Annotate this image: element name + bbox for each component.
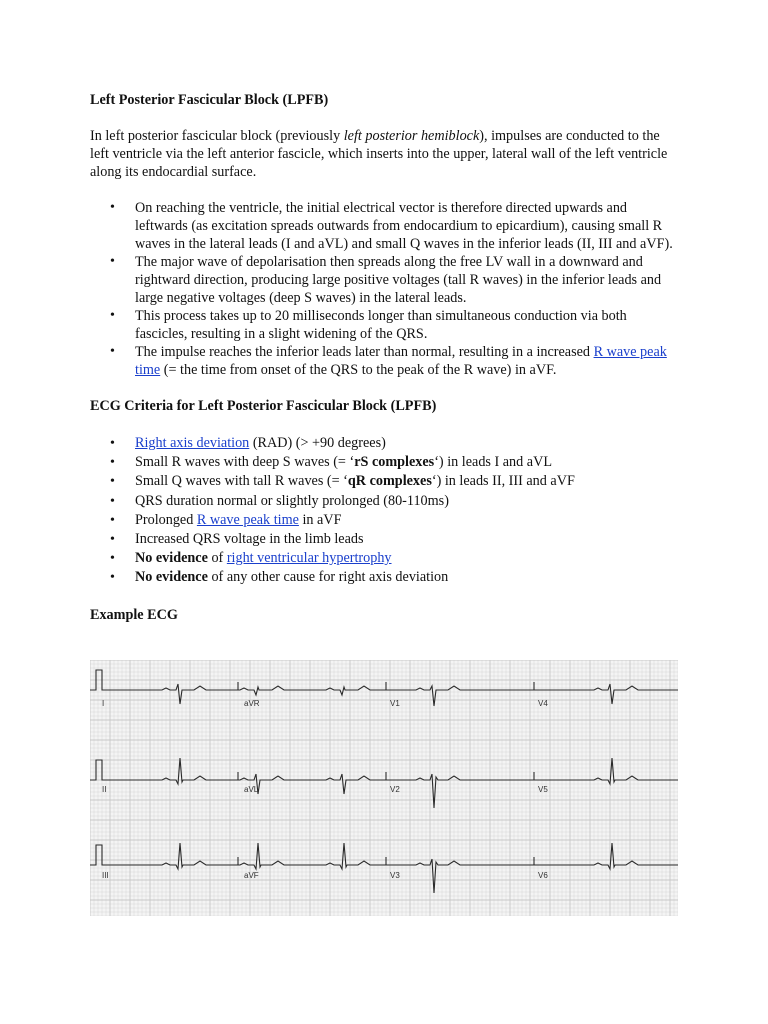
- right-axis-deviation-link[interactable]: Right axis deviation: [135, 435, 250, 451]
- intro-italic-term: left posterior hemiblock: [343, 128, 480, 144]
- ecg-lead-label: III: [102, 871, 109, 880]
- list-item-text: of: [207, 550, 227, 567]
- rs-complexes-term: rS complexes: [354, 454, 435, 471]
- list-item-text: Small R waves with deep S waves (= ‘: [135, 454, 355, 471]
- list-item: [90, 472, 682, 491]
- ecg-lead-label: aVF: [244, 871, 259, 880]
- list-item-text: Small Q waves with tall R waves (= ‘: [135, 473, 348, 490]
- qr-complexes-term: qR complexes: [347, 473, 432, 490]
- ecg-lead-label: V3: [390, 871, 400, 880]
- list-item: [90, 568, 682, 587]
- ecg-strip: [90, 660, 678, 916]
- list-item: [90, 434, 682, 453]
- ecg-lead-label: V6: [538, 871, 548, 880]
- ecg-lead-label: aVR: [244, 699, 260, 708]
- ecg-lead-label: V4: [538, 699, 548, 708]
- ecg-lead-label: V5: [538, 785, 548, 794]
- r-wave-peak-time-link[interactable]: R wave peak time: [135, 344, 667, 378]
- list-item-text-rest: ‘) in leads II, III and aVF: [431, 473, 575, 490]
- intro-text-rest: ), impulses are conducted to the left ventricle via the left anterior fascicle, which inserts into the upper, lateral wall of the left ventricle along its endocardial surface.: [90, 128, 668, 180]
- list-item: • The major wave of depolarisation then spreads along the free LV wall in a downward and rightward direction, producing large positive voltages (tall R waves) in the inferior leads and large negative voltages (deep S waves) in the lateral leads.: [90, 253, 682, 307]
- page-title: Left Posterior Fascicular Block (LPFB): [90, 92, 329, 108]
- list-item: [90, 511, 682, 530]
- no-evidence-term: No evidence: [135, 550, 208, 567]
- ecg-lead-label: II: [102, 785, 107, 794]
- list-item: [90, 549, 682, 568]
- example-heading: Example ECG: [90, 606, 178, 623]
- ecg-lead-label: I: [102, 699, 105, 708]
- list-item: • Increased QRS voltage in the limb leads: [90, 530, 682, 549]
- list-item-text-rest: (= the time from onset of the QRS to the peak of the R wave) in aVF.: [160, 362, 557, 378]
- list-item-text: The impulse reaches the inferior leads later than normal, resulting in a increased: [135, 344, 594, 360]
- ecg-lead-label: V1: [390, 699, 400, 708]
- list-item-text-rest: in aVF: [298, 511, 342, 528]
- list-item: [90, 343, 682, 379]
- ecg-lead-label: aVL: [244, 785, 259, 794]
- criteria-list: [90, 434, 682, 588]
- list-item-text: Prolonged: [135, 511, 197, 528]
- list-item: • QRS duration normal or slightly prolonged (80-110ms): [90, 492, 682, 511]
- right-ventricular-hypertrophy-link[interactable]: right ventricular hypertrophy: [226, 550, 392, 567]
- ecg-lead-label: V2: [390, 785, 400, 794]
- r-wave-peak-time-link-2[interactable]: R wave peak time: [196, 511, 299, 528]
- intro-text: In left posterior fascicular block (previously: [90, 128, 344, 144]
- mechanism-list: [90, 199, 682, 379]
- document-content: [90, 91, 682, 624]
- intro-paragraph: [90, 127, 682, 181]
- ecg-image: [90, 660, 678, 916]
- list-item-text-rest: ‘) in leads I and aVL: [434, 454, 552, 471]
- list-item: • This process takes up to 20 milliseconds longer than simultaneous conduction via both fascicles, resulting in a slight widening of the QRS.: [90, 307, 682, 343]
- criteria-heading: ECG Criteria for Left Posterior Fascicular Block (LPFB): [90, 398, 437, 414]
- no-evidence-term-2: No evidence: [135, 569, 208, 586]
- list-item: • On reaching the ventricle, the initial electrical vector is therefore directed upwards and leftwards (as excitation spreads outwards from endocardium to epicardium), causing small R waves in the lateral leads (I and aVL) and small Q waves in the inferior leads (II, III and aVF).: [90, 199, 682, 253]
- list-item-text: (RAD) (> +90 degrees): [249, 435, 386, 451]
- list-item-text: of any other cause for right axis deviation: [207, 569, 449, 586]
- list-item: [90, 453, 682, 472]
